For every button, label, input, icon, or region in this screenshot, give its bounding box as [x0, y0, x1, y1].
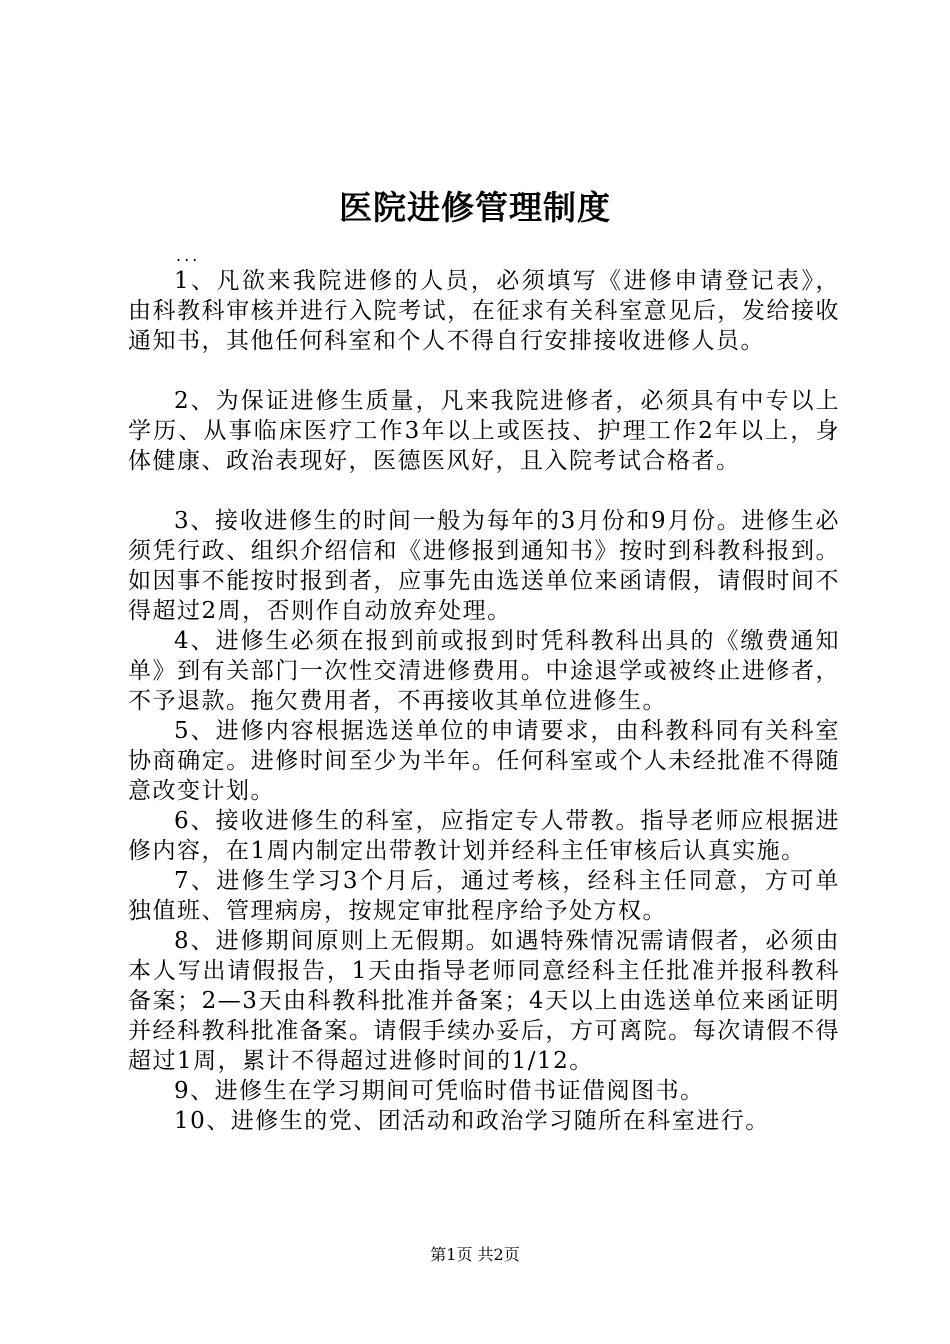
paragraph-4: 4、进修生必须在报到前或报到时凭科教科出具的《缴费通知单》到有关部门一次性交清进修费用。中途退学或被终止进修者，不予退款。拖欠费用者，不再接收其单位进修生。	[128, 628, 840, 714]
paragraph-8: 8、进修期间原则上无假期。如遇特殊情况需请假者，必须由本人写出请假报告，1天由指导老师同意经科主任批准并报科教科备案；2—3天由科教科批准并备案；4天以上由选送单位来函证明并经科教科批准备案。请假手续办妥后，方可离院。每次请假不得超过1周，累计不得超过进修时间的1/12。	[128, 928, 840, 1074]
paragraph-5: 5、进修内容根据选送单位的申请要求，由科教科同有关科室协商确定。进修时间至少为半年。任何科室或个人未经批准不得随意改变计划。	[128, 718, 840, 804]
paragraph-9: 9、进修生在学习期间可凭临时借书证借阅图书。	[174, 1078, 705, 1104]
paragraph-6: 6、接收进修生的科室，应指定专人带教。指导老师应根据进修内容，在1周内制定出带教计划并经科主任审核后认真实施。	[128, 808, 840, 864]
ellipsis: ...	[176, 246, 201, 265]
paragraph-3: 3、接收进修生的时间一般为每年的3月份和9月份。进修生必须凭行政、组织介绍信和《进修报到通知书》按时到科教科报到。如因事不能按时报到者，应事先由选送单位来函请假，请假时间不得超过2周，否则作自动放弃处理。	[128, 508, 840, 624]
paragraph-10: 10、进修生的党、团活动和政治学习随所在科室进行。	[174, 1108, 770, 1134]
paragraph-7: 7、进修生学习3个月后，通过考核，经科主任同意，方可单独值班、管理病房，按规定审批程序给予处方权。	[128, 868, 840, 924]
document-body	[128, 266, 840, 1136]
page-title: 医院进修管理制度	[339, 188, 611, 227]
paragraph-1: 1、凡欲来我院进修的人员，必须填写《进修申请登记表》，由科教科审核并进行入院考试，在征求有关科室意见后，发给接收通知书，其他任何科室和个人不得自行安排接收进修人员。	[128, 268, 840, 354]
paragraph-2: 2、为保证进修生质量，凡来我院进修者，必须具有中专以上学历、从事临床医疗工作3年以上或医技、护理工作2年以上，身体健康、政治表现好，医德医风好，且入院考试合格者。	[128, 388, 840, 474]
page-footer: 第1页 共2页	[430, 1245, 520, 1264]
